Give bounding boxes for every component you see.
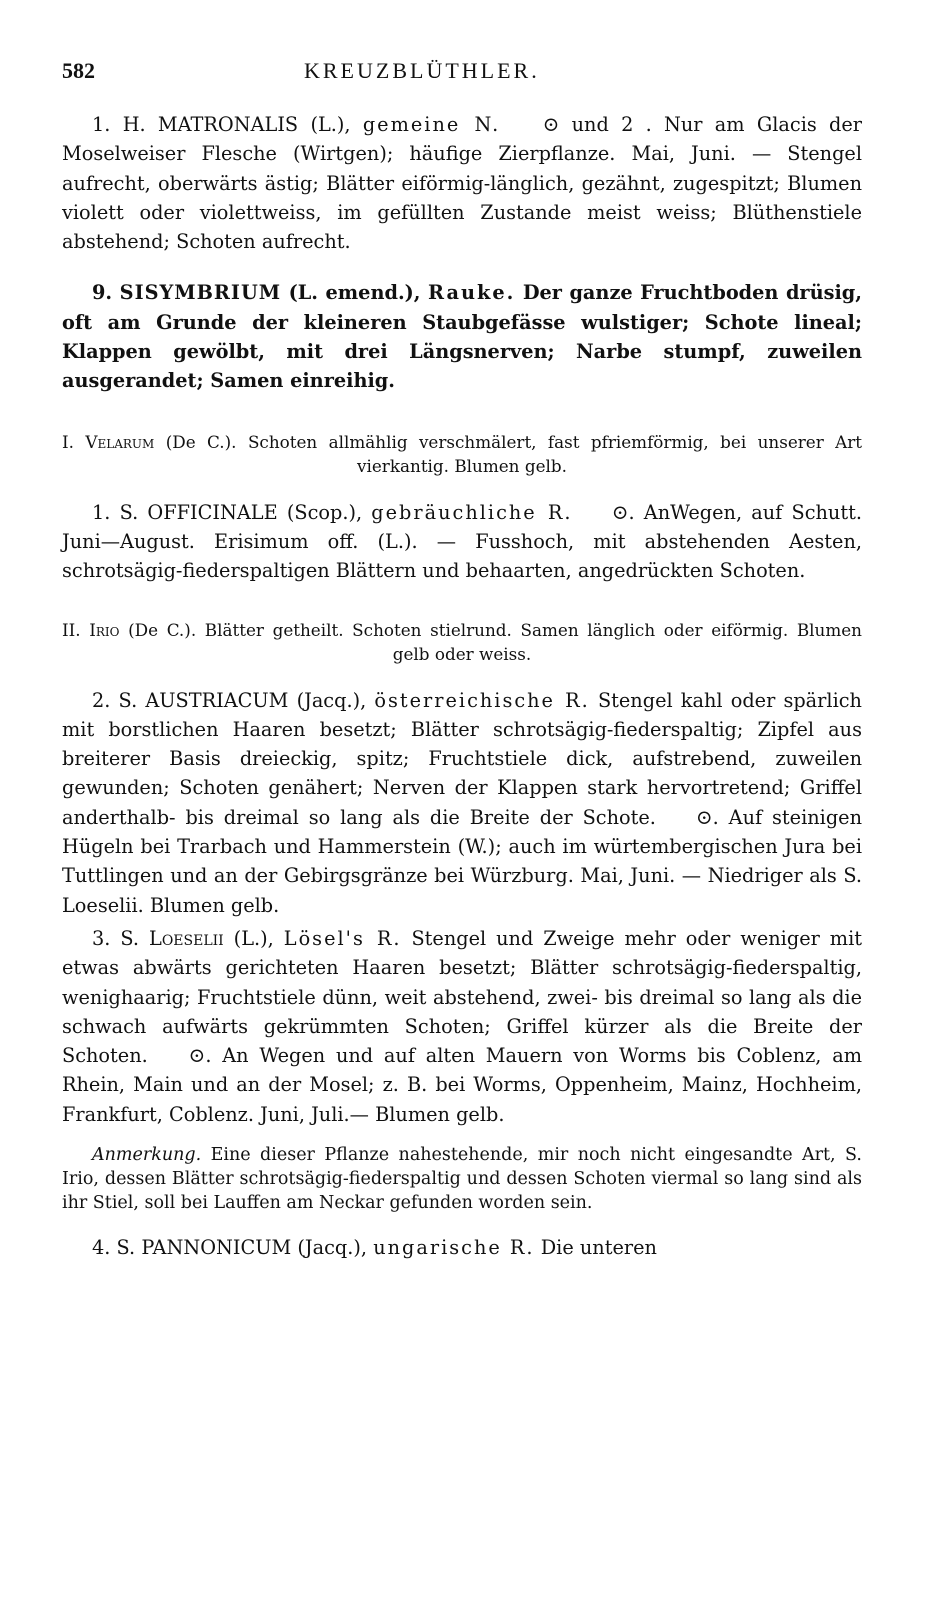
- genus-description: Der ganze Fruchtboden drüsig, oft am Grunde der kleineren Staubgefässe wulstiger; Schote lineal; Klappen gewölbt, mit drei Längsnerven; Narbe stumpf, zuweilen ausgerandet; Samen einreihig.: [62, 281, 862, 393]
- note-label: Anmerkung.: [92, 1145, 202, 1166]
- note-text: Eine dieser Pflanze nahestehende, mir noch nicht eingesandte Art, S. Irio, dessen Blätter schrotsägig-fiederspaltig und dessen Schoten viermal so lang sind als ihr Stiel, soll bei Lauffen am Neckar gefunden worden sein.: [62, 1145, 862, 1214]
- section-description: Blätter getheilt. Schoten stielrund. Samen länglich oder eiförmig. Blumen gelb oder weiss.: [204, 619, 862, 664]
- entry-number: 1. S.: [92, 500, 139, 524]
- entry-description: Stengel kahl oder spärlich mit borstlichen Haaren besetzt; Blätter schrotsägig-fiederspaltig; Zipfel aus breiterer Basis dreieckig, spitz; Fruchtstiele dick, aufstrebend, zuweilen gewunden; Schoten genähert; Nerven der Klappen stark hervortretend; Griffel anderthalb- bis dreimal so lang als die Breite der Schote.: [62, 688, 862, 829]
- common-name: österreichische R.: [374, 688, 590, 712]
- page-number: 582: [62, 58, 95, 83]
- annual-symbol-icon: ⊙: [611, 499, 629, 524]
- section-description: Schoten allmählig verschmälert, fast pfriemförmig, bei unserer Art vierkantig. Blumen gelb.: [247, 431, 862, 476]
- annual-symbol-icon: ⊙: [188, 1043, 206, 1068]
- entry-number: 1.: [92, 113, 111, 136]
- section-velarum: [62, 430, 862, 478]
- entry-text: Die unteren: [540, 1236, 657, 1260]
- common-name: ungarische R.: [373, 1236, 535, 1260]
- annotation-note: [62, 1143, 862, 1215]
- page-header: [62, 58, 862, 96]
- entry-sisymbrium-pannonicum: [62, 1233, 862, 1262]
- entry-hesperis-matronalis: 1. H. MATRONALIS (L.), gemeine N. ⊙ und 2 . Nur am Glacis der Moselweiser Flesche (Wirtgen); häufige Zierpflanze. Mai, Juni. — Stengel aufrecht, oberwärts ästig; Blätter eiförmig-länglich, gezähnt, zugespitzt; Blumen violett oder violettweiss, im gefüllten Zustande meist weiss; Blüthenstiele abstehend; Schoten aufrecht.: [62, 112, 863, 254]
- common-name: Lösel's R.: [283, 926, 402, 950]
- species-name: Loeselii: [149, 926, 224, 950]
- genus-number: 9.: [92, 281, 113, 305]
- author-citation: (L.),: [233, 926, 274, 950]
- entry-sisymbrium-loeselii: 3. S. Loeselii (L.), Lösel's R. Stengel und Zweige mehr oder weniger mit etwas abwärts gerichteten Haaren besetzt; Blätter schrotsägig-fiederspaltig, wenighaarig; Fruchtstiele dünn, weit abstehend, zwei- bis dreimal so lang als die schwach aufwärts gekrümmten Schoten; Griffel kürzer als die Breite der Schoten. ⊙. An Wegen und auf alten Mauern von Worms bis Coblenz, am Rhein, Main und an der Mosel; z. B. bei Worms, Oppenheim, Mainz, Hochheim, Frankfurt, Coblenz. Juni, Juli.— Blumen gelb.: [62, 926, 862, 1126]
- entry-text: und 2 . Nur am Glacis der Moselweiser Flesche (Wirtgen); häufige Zierpflanze. Mai, Juni. — Stengel aufrecht, oberwärts ästig; Blätter eiförmig-länglich, gezähnt, zugespitzt; Blumen violett oder violettweiss, im gefüllten Zustande meist weiss; Blüthenstiele abstehend; Schoten aufrecht.: [62, 113, 863, 254]
- entry-sisymbrium-officinale: 1. S. OFFICINALE (Scop.), gebräuchliche R. ⊙. AnWegen, auf Schutt. Juni—August. Erisimum off. (L.). — Fusshoch, mit abstehenden Aesten, schrotsägig-fiederspaltigen Blättern und behaarten, angedrückten Schoten.: [62, 499, 862, 583]
- entry-number: 3. S.: [92, 926, 140, 950]
- author-citation: (Scop.),: [286, 500, 363, 524]
- species-name: MATRONALIS: [157, 113, 299, 136]
- section-name: Velarum: [85, 431, 155, 452]
- section-irio: [62, 618, 862, 666]
- author-citation: (L.): [310, 113, 345, 136]
- entry-habitat: An Wegen und auf alten Mauern von Worms bis Coblenz, am Rhein, Main und an der Mosel; z. B. bei Worms, Oppenheim, Mainz, Hochheim, Frankfurt, Coblenz. Juni, Juli.— Blumen gelb.: [62, 1044, 862, 1126]
- biennial-symbol-icon: ⊙: [542, 112, 560, 136]
- biennial-symbol-icon: ⊙: [695, 804, 713, 829]
- entry-number: 2. S.: [92, 688, 138, 712]
- entry-text: AnWegen, auf Schutt. Juni—August. Erisimum off. (L.). — Fusshoch, mit abstehenden Aesten, schrotsägig-fiederspaltigen Blättern und behaarten, angedrückten Schoten.: [62, 500, 862, 583]
- entry-habitat: Auf steinigen Hügeln bei Trarbach und Hammerstein (W.); auch im würtembergischen Jura bei Tuttlingen und an der Gebirgsgränze bei Würzburg. Mai, Juni. — Niedriger als S. Loeselii. Blumen gelb.: [62, 805, 862, 917]
- book-page: [62, 58, 862, 1262]
- genus-sisymbrium: 9. SISYMBRIUM (L. emend.), Rauke. Der ganze Fruchtboden drüsig, oft am Grunde der kleineren Staubgefässe wulstiger; Schote lineal; Klappen gewölbt, mit drei Längsnerven; Narbe stumpf, zuweilen ausgerandet; Samen einreihig.: [62, 281, 862, 393]
- common-name: gebräuchliche R.: [371, 500, 573, 524]
- common-name: gemeine N.: [362, 113, 501, 136]
- species-name: AUSTRIACUM: [145, 688, 289, 712]
- genus-name: SISYMBRIUM: [119, 281, 282, 305]
- species-name: OFFICINALE: [147, 500, 278, 524]
- section-number: I.: [62, 431, 74, 452]
- author-citation: (Jacq.),: [296, 688, 367, 712]
- entry-sisymbrium-austriacum: 2. S. AUSTRIACUM (Jacq.), österreichische R. Stengel kahl oder spärlich mit borstlichen Haaren besetzt; Blätter schrotsägig-fiederspaltig; Zipfel aus breiterer Basis dreieckig, spitz; Fruchtstiele dick, aufstrebend, zuweilen gewunden; Schoten genähert; Nerven der Klappen stark hervortretend; Griffel anderthalb- bis dreimal so lang als die Breite der Schote. ⊙. Auf steinigen Hügeln bei Trarbach und Hammerstein (W.); auch im würtembergischen Jura bei Tuttlingen und an der Gebirgsgränze bei Würzburg. Mai, Juni. — Niedriger als S. Loeselii. Blumen gelb.: [62, 688, 862, 917]
- author-citation: (Jacq.),: [297, 1236, 368, 1260]
- common-name: Rauke.: [427, 281, 516, 305]
- entry-description: Stengel und Zweige mehr oder weniger mit etwas abwärts gerichteten Haaren besetzt; Blätter schrotsägig-fiederspaltig, wenighaarig; Fruchtstiele dünn, weit abstehend, zwei- bis dreimal so lang als die schwach aufwärts gekrümmten Schoten; Griffel kürzer als die Breite der Schoten.: [62, 926, 862, 1068]
- entry-number: 4. S.: [92, 1236, 136, 1260]
- species-name: PANNONICUM: [141, 1236, 292, 1260]
- section-name: Irio: [89, 619, 120, 640]
- running-title: KREUZBLÜTHLER.: [304, 58, 540, 83]
- section-number: II.: [62, 619, 81, 640]
- author-citation: (L. emend.): [288, 281, 414, 305]
- author-citation: (De C.).: [165, 431, 237, 452]
- author-citation: (De C.).: [128, 619, 197, 640]
- genus-abbrev: H.: [122, 113, 146, 136]
